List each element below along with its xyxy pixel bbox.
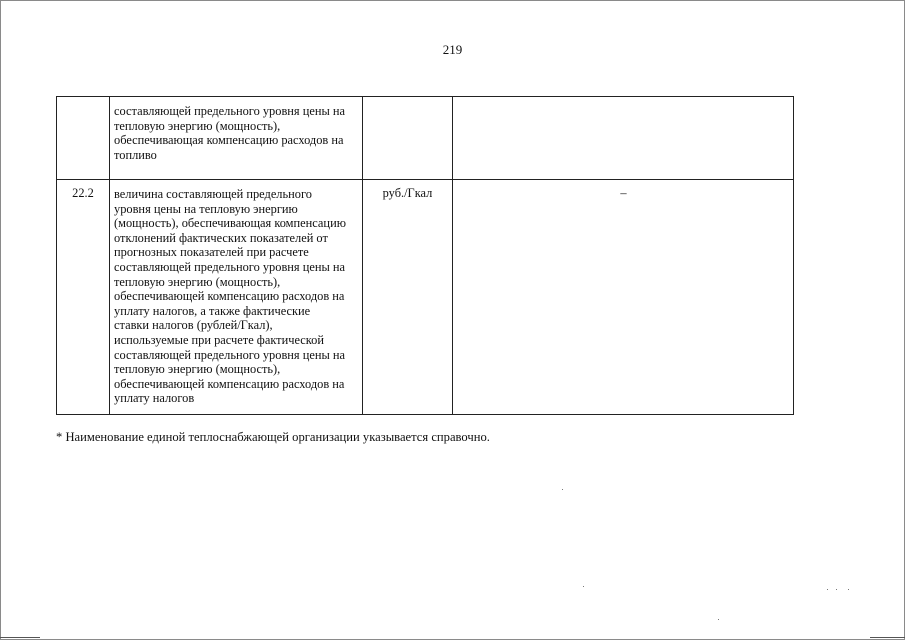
description-line: составляющей предельного уровня цены на [114, 347, 346, 362]
scan-speck [848, 589, 849, 590]
description-line: величина составляющей предельного [114, 187, 312, 201]
value-cell: – [453, 180, 794, 415]
description-line: уплату налогов [114, 391, 195, 406]
description-cell [110, 180, 363, 415]
table-row [57, 180, 794, 415]
description-line: тепловую энергию (мощность), [114, 362, 281, 377]
description-line: обеспечивающей компенсацию расходов на [114, 289, 345, 304]
data-table [56, 96, 794, 415]
scan-speck [827, 589, 828, 590]
description-line: (мощность), обеспечивающая компенсацию [114, 216, 346, 231]
value-cell [453, 97, 794, 180]
description-line: составляющей предельного уровня цены на [114, 259, 346, 274]
scan-edge-line [870, 637, 905, 638]
scan-speck [562, 489, 563, 490]
description-line: топливо [114, 147, 157, 162]
table-row [57, 97, 794, 180]
row-number-cell [57, 97, 110, 180]
description-line: прогнозных показателей при расчете [114, 245, 309, 260]
unit-cell: руб./Гкал [363, 180, 453, 415]
description-line: тепловую энергию (мощность), [114, 274, 281, 289]
description-line: используемые при расчете фактической [114, 332, 324, 347]
description-line: обеспечивающей компенсацию расходов на [114, 376, 345, 391]
row-number-cell: 22.2 [57, 180, 110, 415]
footnote: * Наименование единой теплоснабжающей организации указывается справочно. [56, 430, 490, 444]
scan-speck [718, 619, 719, 620]
description-line: обеспечивающая компенсацию расходов на [114, 133, 344, 148]
scan-edge-line [0, 637, 40, 638]
page-number: 219 [442, 42, 463, 57]
description-line: составляющей предельного уровня цены на [114, 104, 346, 118]
description-line: ставки налогов (рублей/Гкал), [114, 318, 273, 333]
description-line: отклонений фактических показателей от [114, 230, 328, 245]
description-line: уровня цены на тепловую энергию [114, 201, 298, 216]
description-line: уплату налогов, а также фактические [114, 303, 311, 318]
unit-cell [363, 97, 453, 180]
scan-speck [583, 586, 584, 587]
description-cell [110, 97, 363, 180]
description-line: тепловую энергию (мощность), [114, 118, 281, 133]
scan-speck [836, 589, 837, 590]
